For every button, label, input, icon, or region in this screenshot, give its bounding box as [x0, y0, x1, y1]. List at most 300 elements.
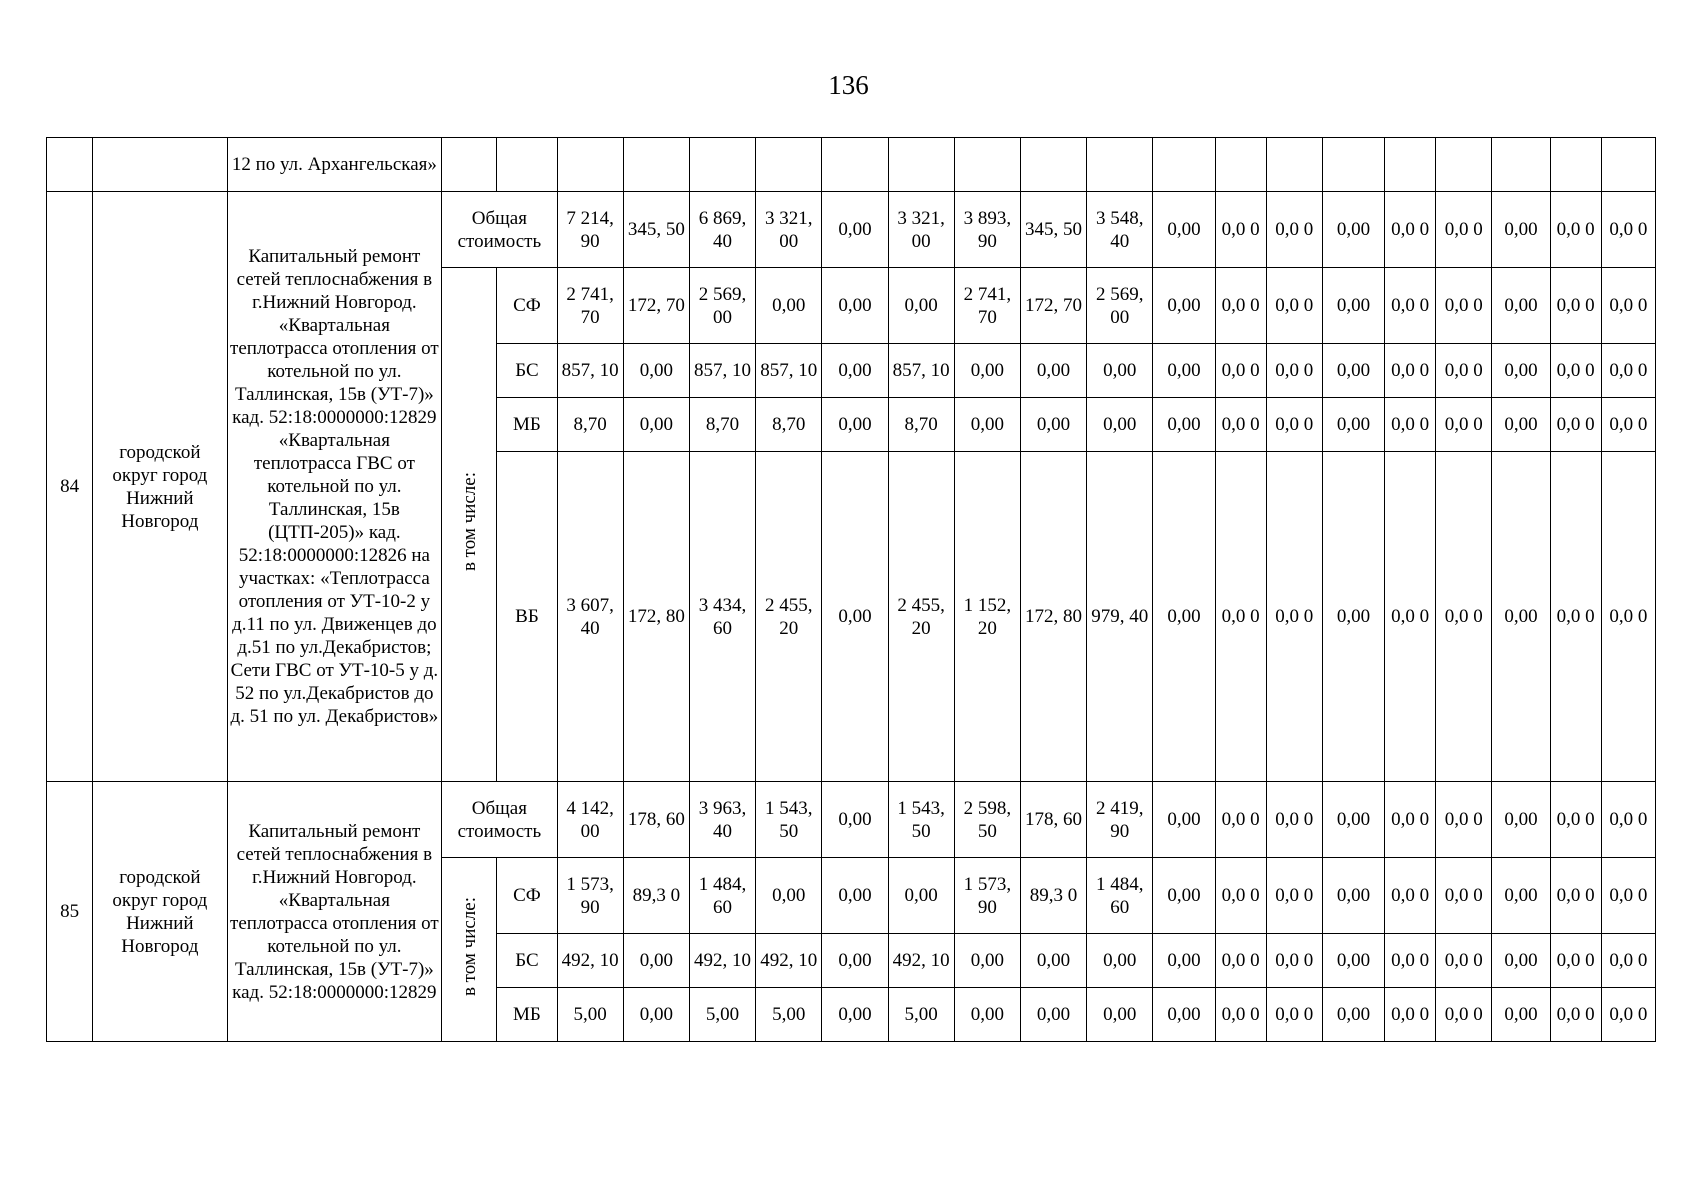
value-text: 8,70 — [904, 414, 938, 435]
value-cell — [1385, 934, 1436, 988]
municipality-cell: городской округ город Нижний Новгород — [93, 782, 227, 1042]
value-text: 2 569, 00 — [1096, 283, 1144, 328]
value-text: 345, 50 — [627, 219, 685, 240]
value-text: 0,00 — [838, 606, 872, 627]
value-cell — [1322, 192, 1384, 268]
value-text: 0,0 0 — [1391, 219, 1430, 240]
value-cell — [1550, 138, 1601, 192]
value-text: 0,00 — [639, 360, 673, 381]
value-text: 0,0 0 — [1391, 360, 1430, 381]
source-cell: СФ — [497, 268, 557, 344]
value-text: 0,00 — [1504, 606, 1538, 627]
value-text: 0,00 — [772, 295, 806, 316]
value-cell — [888, 858, 954, 934]
value-cell — [1087, 398, 1153, 452]
value-text: 1 573, 90 — [963, 873, 1012, 918]
value-cell — [888, 988, 954, 1042]
value-text: 0,00 — [1336, 295, 1371, 316]
value-text: 0,00 — [1504, 809, 1538, 830]
value-cell — [756, 398, 822, 452]
value-cell — [1087, 934, 1153, 988]
value-text: 172, 70 — [627, 295, 685, 316]
value-text: 0,00 — [1167, 809, 1201, 830]
value-cell — [1385, 192, 1436, 268]
value-text: 8,70 — [573, 414, 607, 435]
value-text: 0,0 0 — [1609, 809, 1648, 830]
value-cell — [1153, 782, 1215, 858]
value-text: 1 543, 50 — [764, 797, 813, 842]
value-cell — [1436, 782, 1492, 858]
value-cell — [1385, 398, 1436, 452]
value-text: 172, 70 — [1025, 295, 1083, 316]
value-cell — [954, 268, 1020, 344]
value-cell — [822, 268, 888, 344]
value-cell — [623, 138, 689, 192]
value-cell — [1020, 934, 1086, 988]
value-text: 345, 50 — [1025, 219, 1083, 240]
value-cell — [1492, 192, 1550, 268]
value-text: 0,00 — [1504, 1004, 1538, 1025]
value-cell — [1020, 452, 1086, 782]
value-text: 1 484, 60 — [698, 873, 747, 918]
value-text: 0,00 — [1036, 360, 1071, 381]
value-text: 3 963, 40 — [698, 797, 747, 842]
value-cell — [1322, 268, 1384, 344]
value-cell — [1550, 398, 1601, 452]
value-text: 0,00 — [772, 885, 806, 906]
financing-table — [46, 137, 1656, 1042]
value-text: 0,0 0 — [1391, 295, 1430, 316]
value-cell — [1385, 268, 1436, 344]
value-text: 2 455, 20 — [764, 594, 813, 639]
value-cell — [1266, 452, 1322, 782]
value-cell — [1266, 344, 1322, 398]
value-text: 857, 10 — [892, 360, 950, 381]
value-text: 0,0 0 — [1556, 885, 1595, 906]
value-text: 0,0 0 — [1556, 809, 1595, 830]
value-cell — [1153, 988, 1215, 1042]
value-text: 0,0 0 — [1609, 1004, 1648, 1025]
value-cell — [954, 344, 1020, 398]
value-text: 0,0 0 — [1556, 295, 1595, 316]
value-text: 0,00 — [1167, 1004, 1201, 1025]
value-cell — [557, 858, 623, 934]
value-text: 0,0 0 — [1391, 950, 1430, 971]
value-cell — [1215, 452, 1266, 782]
value-cell — [1215, 192, 1266, 268]
value-cell — [888, 398, 954, 452]
value-cell — [1087, 452, 1153, 782]
value-cell — [1266, 398, 1322, 452]
value-cell — [822, 452, 888, 782]
value-cell — [888, 138, 954, 192]
value-text: 2 419, 90 — [1096, 797, 1144, 842]
value-cell — [623, 858, 689, 934]
value-cell — [1550, 192, 1601, 268]
value-cell — [623, 398, 689, 452]
value-cell — [756, 858, 822, 934]
object-name-cell: Капитальный ремонт сетей теплоснабжения в г.Нижний Новгород. «Квартальная теплотрасса отопления от котельной по ул. Таллинская, 15в (УТ-7)» кад. 52:18:0000000:12829 — [227, 782, 442, 1042]
value-cell — [756, 988, 822, 1042]
value-cell — [1322, 858, 1384, 934]
value-cell — [1266, 138, 1322, 192]
value-text: 0,0 0 — [1444, 219, 1483, 240]
value-text: 0,0 0 — [1444, 414, 1483, 435]
value-text: 0,0 0 — [1444, 950, 1483, 971]
value-cell — [1385, 344, 1436, 398]
value-cell — [1601, 268, 1655, 344]
value-cell — [1436, 268, 1492, 344]
value-text: 0,00 — [1336, 1004, 1371, 1025]
value-cell — [557, 398, 623, 452]
value-text: 0,00 — [1167, 950, 1201, 971]
value-text: 0,00 — [1336, 360, 1371, 381]
value-cell — [689, 858, 755, 934]
value-text: 172, 80 — [627, 606, 685, 627]
value-cell — [1153, 452, 1215, 782]
source-cell: СФ — [497, 858, 557, 934]
value-cell — [954, 988, 1020, 1042]
value-text: 0,00 — [639, 950, 673, 971]
value-text: 0,0 0 — [1221, 950, 1260, 971]
value-text: 492, 10 — [694, 950, 752, 971]
value-text: 6 869, 40 — [698, 207, 747, 252]
value-cell — [1087, 858, 1153, 934]
value-cell — [1492, 452, 1550, 782]
value-cell — [822, 192, 888, 268]
value-cell — [557, 934, 623, 988]
value-cell — [1436, 988, 1492, 1042]
municipality-cell — [93, 138, 227, 192]
value-text: 89,3 0 — [1029, 885, 1078, 906]
value-cell — [1153, 192, 1215, 268]
value-cell — [557, 782, 623, 858]
value-cell — [1492, 858, 1550, 934]
value-cell — [1266, 934, 1322, 988]
value-text: 8,70 — [772, 414, 806, 435]
value-text: 0,0 0 — [1556, 360, 1595, 381]
value-text: 2 455, 20 — [897, 594, 945, 639]
value-text: 0,00 — [1504, 295, 1538, 316]
value-text: 0,0 0 — [1444, 295, 1483, 316]
value-text: 0,00 — [838, 809, 872, 830]
value-text: 0,00 — [1167, 414, 1201, 435]
value-text: 8,70 — [705, 414, 740, 435]
value-cell — [1550, 268, 1601, 344]
value-cell — [1550, 782, 1601, 858]
value-text: 5,00 — [772, 1004, 806, 1025]
value-cell — [954, 452, 1020, 782]
value-cell — [1020, 988, 1086, 1042]
incl-cell — [442, 138, 497, 192]
value-text: 0,0 0 — [1275, 295, 1314, 316]
value-text: 492, 10 — [892, 950, 950, 971]
value-text: 0,00 — [904, 885, 938, 906]
value-text: 0,0 0 — [1556, 1004, 1595, 1025]
value-cell — [1322, 138, 1384, 192]
num-cell — [47, 138, 93, 192]
value-text: 0,00 — [970, 414, 1004, 435]
value-text: 0,00 — [838, 950, 872, 971]
value-text: 0,0 0 — [1444, 360, 1483, 381]
value-text: 0,00 — [970, 950, 1004, 971]
value-text: 0,0 0 — [1275, 809, 1314, 830]
value-cell — [954, 398, 1020, 452]
value-text: 0,00 — [1336, 219, 1371, 240]
value-text: 979, 40 — [1091, 606, 1149, 627]
value-text: 0,00 — [1336, 606, 1371, 627]
value-text: 7 214, 90 — [566, 207, 614, 252]
value-cell — [1266, 268, 1322, 344]
value-cell — [1601, 858, 1655, 934]
value-cell — [756, 192, 822, 268]
value-cell — [756, 452, 822, 782]
value-text: 0,00 — [639, 1004, 673, 1025]
value-text: 0,0 0 — [1609, 606, 1648, 627]
value-cell — [1020, 192, 1086, 268]
value-cell — [1215, 858, 1266, 934]
value-cell — [1153, 858, 1215, 934]
object-name-cell: 12 по ул. Архангельская» — [227, 138, 442, 192]
value-cell — [689, 192, 755, 268]
value-cell — [888, 934, 954, 988]
value-cell — [1550, 934, 1601, 988]
value-cell — [954, 138, 1020, 192]
value-cell — [1492, 268, 1550, 344]
value-text: 0,0 0 — [1221, 295, 1260, 316]
value-cell — [1087, 344, 1153, 398]
value-cell — [689, 934, 755, 988]
value-cell — [689, 344, 755, 398]
value-text: 0,00 — [1036, 950, 1071, 971]
value-cell — [557, 138, 623, 192]
value-text: 0,0 0 — [1444, 1004, 1483, 1025]
value-cell — [1492, 344, 1550, 398]
value-text: 0,00 — [1336, 885, 1371, 906]
value-cell — [557, 988, 623, 1042]
value-cell — [1087, 988, 1153, 1042]
value-cell — [1436, 858, 1492, 934]
value-cell — [1385, 138, 1436, 192]
value-text: 0,0 0 — [1556, 606, 1595, 627]
value-text: 0,00 — [1504, 219, 1538, 240]
value-text: 857, 10 — [694, 360, 752, 381]
value-text: 0,00 — [838, 1004, 872, 1025]
municipality-cell: городской округ город Нижний Новгород — [93, 192, 227, 782]
value-text: 0,0 0 — [1275, 219, 1314, 240]
value-cell — [1266, 988, 1322, 1042]
value-text: 0,0 0 — [1609, 295, 1648, 316]
value-cell — [1436, 398, 1492, 452]
value-text: 0,0 0 — [1444, 885, 1483, 906]
value-cell — [756, 934, 822, 988]
value-text: 3 321, 00 — [897, 207, 945, 252]
num-cell: 85 — [47, 782, 93, 1042]
value-text: 1 543, 50 — [897, 797, 945, 842]
value-cell — [822, 344, 888, 398]
value-cell — [1492, 398, 1550, 452]
value-text: 172, 80 — [1025, 606, 1083, 627]
value-cell — [1601, 192, 1655, 268]
total-label-cell: Общая стоимость — [442, 192, 557, 268]
value-cell — [623, 344, 689, 398]
value-cell — [1266, 782, 1322, 858]
value-cell — [1492, 988, 1550, 1042]
value-cell — [822, 934, 888, 988]
value-cell — [1266, 858, 1322, 934]
source-cell: МБ — [497, 988, 557, 1042]
value-cell — [1601, 138, 1655, 192]
value-cell — [1436, 344, 1492, 398]
value-cell — [1153, 344, 1215, 398]
source-cell — [497, 138, 557, 192]
value-cell — [1215, 268, 1266, 344]
value-text: 0,0 0 — [1444, 809, 1483, 830]
value-text: 2 598, 50 — [963, 797, 1012, 842]
value-cell — [1215, 138, 1266, 192]
value-text: 0,0 0 — [1221, 219, 1260, 240]
value-text: 0,00 — [1336, 950, 1371, 971]
value-cell — [1020, 344, 1086, 398]
value-cell — [1020, 138, 1086, 192]
value-cell — [1550, 452, 1601, 782]
value-text: 0,00 — [1336, 809, 1371, 830]
value-cell — [1087, 138, 1153, 192]
source-cell: ВБ — [497, 452, 557, 782]
value-text: 0,00 — [1167, 360, 1201, 381]
value-text: 0,00 — [838, 414, 872, 435]
value-cell — [1322, 452, 1384, 782]
value-text: 0,0 0 — [1221, 885, 1260, 906]
value-cell — [1322, 782, 1384, 858]
value-text: 0,00 — [1103, 414, 1137, 435]
value-text: 2 741, 70 — [566, 283, 614, 328]
value-text: 0,00 — [970, 1004, 1004, 1025]
value-cell — [1492, 934, 1550, 988]
value-text: 0,0 0 — [1609, 950, 1648, 971]
value-text: 1 484, 60 — [1096, 873, 1144, 918]
incl-label: в том числе: — [458, 471, 480, 572]
source-cell: БС — [497, 344, 557, 398]
value-cell — [954, 858, 1020, 934]
value-text: 3 607, 40 — [566, 594, 614, 639]
value-text: 0,0 0 — [1275, 885, 1314, 906]
value-text: 2 741, 70 — [963, 283, 1012, 328]
value-cell — [954, 782, 1020, 858]
value-text: 0,00 — [1504, 414, 1538, 435]
value-text: 0,00 — [1103, 1004, 1137, 1025]
value-text: 0,00 — [970, 360, 1004, 381]
continuation-row — [47, 138, 1656, 192]
value-cell — [689, 452, 755, 782]
value-cell — [689, 782, 755, 858]
value-cell — [689, 138, 755, 192]
value-cell — [1385, 452, 1436, 782]
value-text: 0,0 0 — [1391, 414, 1430, 435]
value-text: 0,00 — [1103, 360, 1137, 381]
value-cell — [1436, 452, 1492, 782]
value-text: 0,00 — [1167, 606, 1201, 627]
value-text: 0,0 0 — [1391, 809, 1430, 830]
value-text: 492, 10 — [561, 950, 619, 971]
source-cell: МБ — [497, 398, 557, 452]
value-text: 492, 10 — [760, 950, 818, 971]
value-cell — [557, 192, 623, 268]
value-cell — [756, 268, 822, 344]
value-cell — [1322, 398, 1384, 452]
value-text: 857, 10 — [561, 360, 619, 381]
value-cell — [1436, 138, 1492, 192]
value-cell — [623, 782, 689, 858]
value-text: 0,0 0 — [1609, 414, 1648, 435]
incl-cell — [442, 858, 497, 1042]
value-cell — [1153, 268, 1215, 344]
value-cell — [623, 934, 689, 988]
object-row — [47, 192, 1656, 268]
value-cell — [1385, 782, 1436, 858]
value-cell — [623, 268, 689, 344]
value-cell — [1550, 988, 1601, 1042]
value-cell — [822, 138, 888, 192]
object-name-cell: Капитальный ремонт сетей теплоснабжения в г.Нижний Новгород. «Квартальная теплотрасса отопления от котельной по ул. Таллинская, 15в (УТ-7)» кад. 52:18:0000000:12829 «Квартальная теплотрасса ГВС от котельной по ул. Таллинская, 15в (ЦТП-205)» кад. 52:18:0000000:12826 на участках: «Теплотрасса отопления от УТ-10-2 у д.11 по ул. Движенцев до д.51 по ул.Декабристов; Сети ГВС от УТ-10-5 у д. 52 по ул.Декабристов до д. 51 по ул. Декабристов» — [227, 192, 442, 782]
value-cell — [1215, 398, 1266, 452]
value-cell — [1385, 988, 1436, 1042]
value-text: 0,00 — [1036, 414, 1071, 435]
value-cell — [756, 344, 822, 398]
value-cell — [557, 344, 623, 398]
value-cell — [689, 988, 755, 1042]
value-cell — [1215, 344, 1266, 398]
value-cell — [888, 344, 954, 398]
value-text: 5,00 — [904, 1004, 938, 1025]
value-cell — [756, 782, 822, 858]
value-text: 0,00 — [1504, 360, 1538, 381]
value-cell — [1153, 934, 1215, 988]
value-text: 0,0 0 — [1275, 360, 1314, 381]
value-cell — [1322, 934, 1384, 988]
value-text: 3 893, 90 — [963, 207, 1012, 252]
incl-label: в том числе: — [458, 896, 480, 997]
value-text: 5,00 — [573, 1004, 607, 1025]
value-cell — [1020, 858, 1086, 934]
value-cell — [1020, 268, 1086, 344]
value-cell — [1436, 934, 1492, 988]
value-cell — [822, 988, 888, 1042]
value-text: 178, 60 — [627, 809, 685, 830]
value-cell — [888, 782, 954, 858]
value-cell — [1492, 138, 1550, 192]
value-text: 3 434, 60 — [698, 594, 747, 639]
value-text: 0,0 0 — [1221, 1004, 1260, 1025]
value-text: 0,00 — [838, 219, 872, 240]
value-cell — [1020, 782, 1086, 858]
value-text: 0,00 — [838, 295, 872, 316]
value-text: 0,00 — [838, 885, 872, 906]
value-text: 0,0 0 — [1275, 414, 1314, 435]
value-text: 0,00 — [1167, 295, 1201, 316]
value-text: 0,0 0 — [1609, 219, 1648, 240]
value-cell — [954, 934, 1020, 988]
value-text: 0,0 0 — [1556, 950, 1595, 971]
value-text: 0,0 0 — [1275, 1004, 1314, 1025]
value-text: 0,0 0 — [1391, 885, 1430, 906]
value-cell — [1087, 782, 1153, 858]
value-cell — [954, 192, 1020, 268]
value-cell — [623, 192, 689, 268]
value-cell — [1601, 782, 1655, 858]
value-cell — [1087, 192, 1153, 268]
value-text: 0,0 0 — [1221, 360, 1260, 381]
